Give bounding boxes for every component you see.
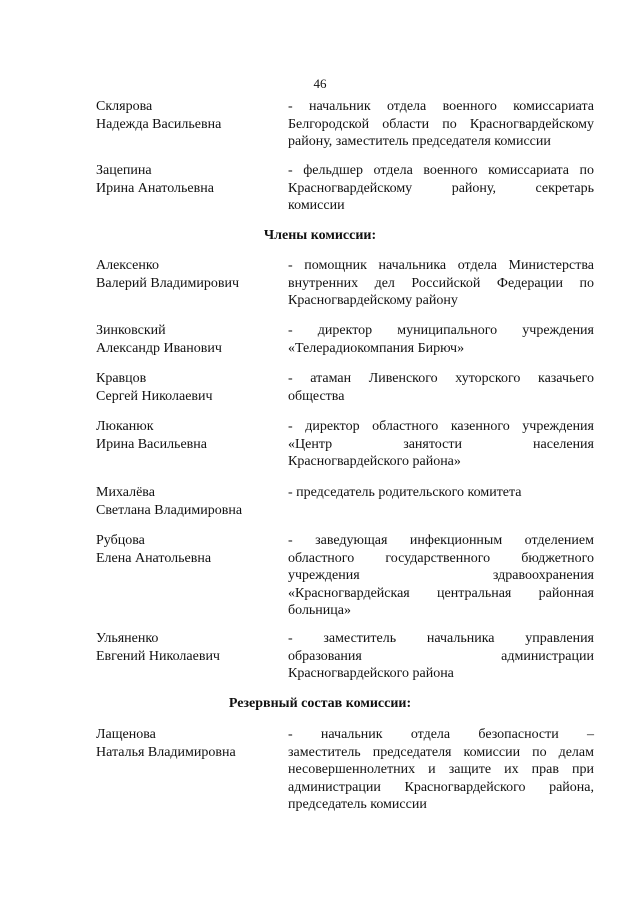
person-name — [96, 370, 276, 405]
role-line: образования администрации — [288, 648, 594, 664]
person-given-name: Евгений Николаевич — [96, 648, 220, 664]
person-given-name: Елена Анатольевна — [96, 550, 212, 566]
person-surname: Зинковский — [96, 323, 166, 338]
role-line: больница» — [288, 603, 351, 618]
role-line: «Красногвардейская центральная районная — [288, 585, 594, 601]
role-line: общества — [288, 388, 345, 404]
person-surname: Кравцов — [96, 371, 147, 386]
person-given-name: Надежда Васильевна — [96, 116, 222, 132]
person-role — [288, 418, 594, 471]
person-role — [288, 532, 594, 620]
page-number: 46 — [313, 76, 327, 91]
person-role — [288, 484, 594, 502]
person-given-name: Ирина Васильевна — [96, 436, 207, 452]
role-line: - начальник отдела военного комиссариата — [288, 99, 594, 114]
role-line: «Телерадиокомпания Бирюч» — [288, 340, 465, 356]
role-line: заместитель председателя комиссии по делам — [288, 744, 594, 760]
person-surname: Зацепина — [96, 163, 152, 178]
person-given-name: Ирина Анатольевна — [96, 180, 214, 196]
person-role — [288, 370, 594, 405]
role-line: - председатель родительского комитета — [288, 485, 522, 500]
person-name — [96, 162, 276, 197]
person-name — [96, 98, 276, 133]
role-line: несовершеннолетних и защите их прав при — [288, 762, 594, 777]
role-line: учреждения здравоохранения — [288, 568, 594, 583]
person-role — [288, 630, 594, 683]
role-line: областного государственного бюджетного — [288, 550, 594, 566]
section-heading-reserve: Резервный состав комиссии: — [228, 696, 412, 711]
role-line: - заместитель начальника управления — [288, 631, 594, 646]
role-line: комиссии — [288, 198, 345, 213]
person-given-name: Александр Иванович — [96, 340, 222, 356]
person-surname: Рубцова — [96, 533, 145, 548]
role-line: администрации Красногвардейского района, — [288, 779, 594, 795]
role-line: Красногвардейскому району — [288, 293, 458, 308]
role-line: району, заместитель председателя комиссии — [288, 134, 551, 149]
person-name — [96, 484, 276, 519]
role-line: Красногвардейскому району, секретарь — [288, 180, 594, 196]
role-line: Красногвардейского района» — [288, 454, 461, 469]
person-surname: Склярова — [96, 99, 153, 114]
person-surname: Ульяненко — [96, 631, 159, 646]
role-line: - заведующая инфекционным отделением — [288, 533, 594, 548]
role-line: Белгородской области по Красногвардейскому — [288, 116, 594, 132]
role-line: - директор муниципального учреждения — [288, 323, 594, 338]
person-name — [96, 630, 276, 665]
role-line: внутренних дел Российской Федерации по — [288, 275, 594, 291]
role-line: - директор областного казенного учреждения — [288, 419, 594, 434]
person-surname: Люканюк — [96, 419, 154, 434]
section-heading-members: Члены комиссии: — [263, 228, 377, 243]
role-line: «Центр занятости населения — [288, 436, 594, 452]
person-name — [96, 532, 276, 567]
role-line: - начальник отдела безопасности – — [288, 727, 594, 742]
person-given-name: Светлана Владимировна — [96, 502, 243, 518]
role-line: - фельдшер отдела военного комиссариата по — [288, 163, 594, 178]
person-role — [288, 257, 594, 310]
person-given-name: Наталья Владимировна — [96, 744, 236, 760]
person-given-name: Валерий Владимирович — [96, 275, 240, 291]
role-line: председатель комиссии — [288, 797, 427, 812]
person-surname: Лащенова — [96, 727, 156, 742]
person-role — [288, 322, 594, 357]
person-role — [288, 162, 594, 215]
person-surname: Михалёва — [96, 485, 155, 500]
person-name — [96, 322, 276, 357]
role-line: Красногвардейского района — [288, 666, 454, 681]
person-name — [96, 726, 276, 761]
person-role — [288, 726, 594, 814]
role-line: - помощник начальника отдела Министерства — [288, 258, 594, 273]
person-surname: Алексенко — [96, 258, 159, 273]
person-given-name: Сергей Николаевич — [96, 388, 213, 404]
person-name — [96, 418, 276, 453]
role-line: - атаман Ливенского хуторского казачьего — [288, 371, 594, 386]
person-name — [96, 257, 276, 292]
person-role — [288, 98, 594, 151]
